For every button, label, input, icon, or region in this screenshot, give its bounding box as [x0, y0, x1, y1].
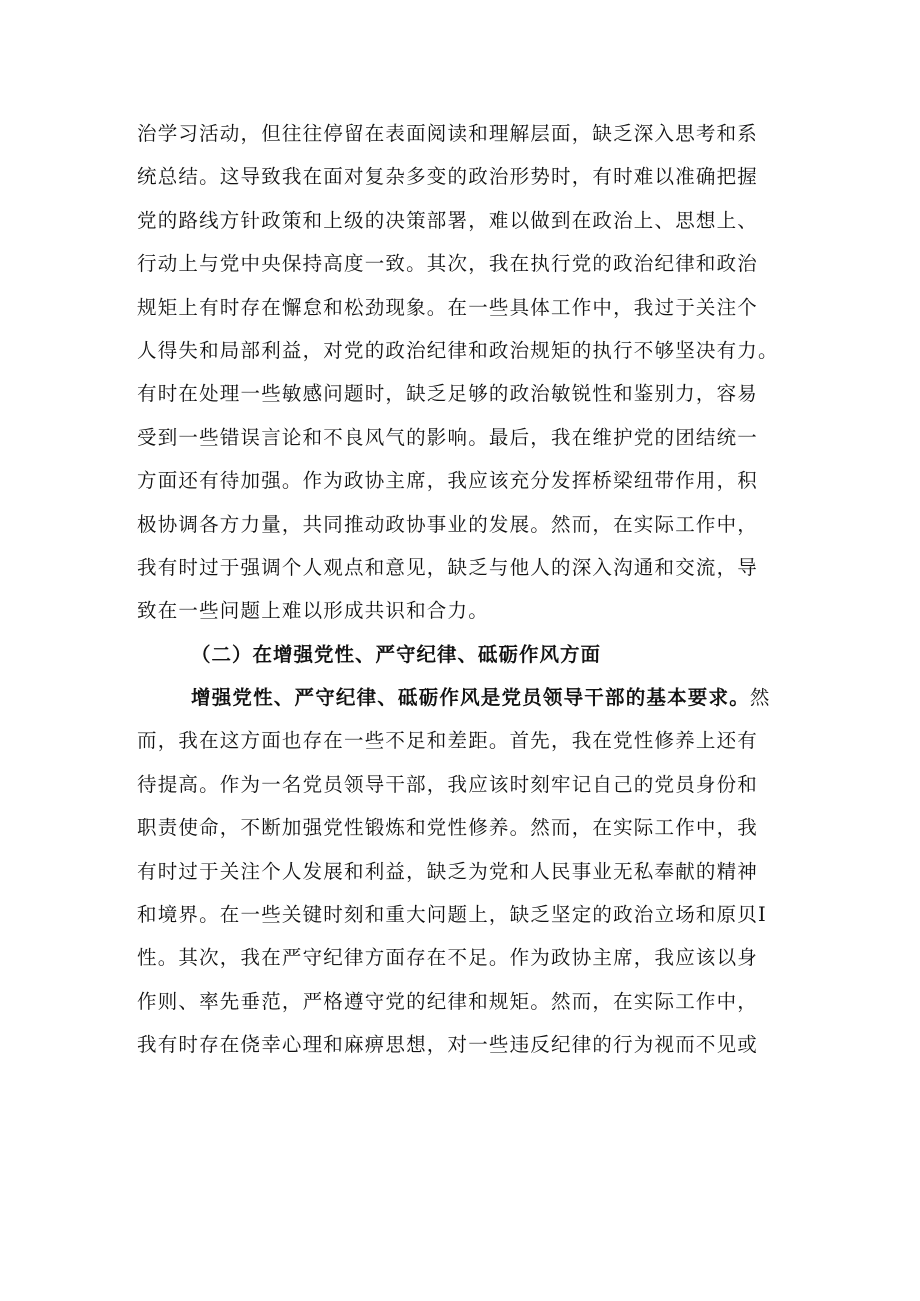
text-fragment: 然 — [749, 686, 771, 710]
section-heading: （二）在增强党性、严守纪律、砥砺作风方面 — [191, 642, 602, 666]
document-page — [137, 112, 795, 1067]
text-line: 性。其次，我在严守纪律方面存在不足。作为政协主席，我应该以身 — [137, 946, 759, 970]
text-line: 受到一些错误言论和不良风气的影响。最后，我在维护党的团结统一 — [137, 425, 759, 449]
text-line: 我有时存在侥幸心理和麻痹思想，对一些违反纪律的行为视而不见或 — [137, 1033, 759, 1057]
paragraph-party-spirit — [137, 676, 795, 1067]
lead-sentence: 增强党性、严守纪律、砥砺作风是党员领导干部的基本要求。 — [191, 686, 750, 710]
text-line: 作则、率先垂范，严格遵守党的纪律和规矩。然而，在实际工作中， — [137, 989, 759, 1013]
text-line: 和境界。在一些关键时刻和重大问题上，缺乏坚定的政治立场和原贝I — [137, 903, 767, 927]
text-line: 党的路线方针政策和上级的决策部署，难以做到在政治上、思想上、 — [137, 208, 759, 232]
text-line — [137, 676, 795, 719]
text-line: 人得失和局部利益，对党的政治纪律和政治规矩的执行不够坚决有力。 — [137, 338, 779, 362]
text-line: 治学习活动，但往往停留在表面阅读和理解层面，缺乏深入思考和系 — [137, 122, 759, 145]
text-line: 待提高。作为一名党员领导干部，我应该时刻牢记自己的党员身份和 — [137, 772, 759, 796]
text-line: 规矩上有时存在懈怠和松劲现象。在一些具体工作中，我过于关注个 — [137, 295, 759, 319]
text-line: 有时过于关注个人发展和利益，缺乏为党和人民事业无私奉献的精神 — [137, 859, 759, 883]
text-line: 致在一些问题上难以形成共识和合力。 — [137, 599, 489, 623]
text-line: 统总结。这导致我在面对复杂多变的政治形势时，有时难以准确把握 — [137, 165, 759, 189]
paragraph-political-study — [137, 112, 795, 633]
text-line: 职责使命，不断加强党性锻炼和党性修养。然而，在实际工作中，我 — [137, 816, 759, 840]
text-line: 极协调各方力量，共同推动政协事业的发展。然而，在实际工作中， — [137, 512, 759, 536]
text-line: 方面还有待加强。作为政协主席，我应该充分发挥桥梁纽带作用，积 — [137, 469, 759, 493]
text-line: 有时在处理一些敏感问题时，缺乏足够的政治敏锐性和鉴别力，容易 — [137, 382, 759, 406]
text-line: 而，我在这方面也存在一些不足和差距。首先，我在党性修养上还有 — [137, 729, 759, 753]
text-line: 我有时过于强调个人观点和意见，缺乏与他人的深入沟通和交流，导 — [137, 555, 759, 579]
text-line: 行动上与党中央保持高度一致。其次，我在执行党的政治纪律和政治 — [137, 252, 759, 276]
